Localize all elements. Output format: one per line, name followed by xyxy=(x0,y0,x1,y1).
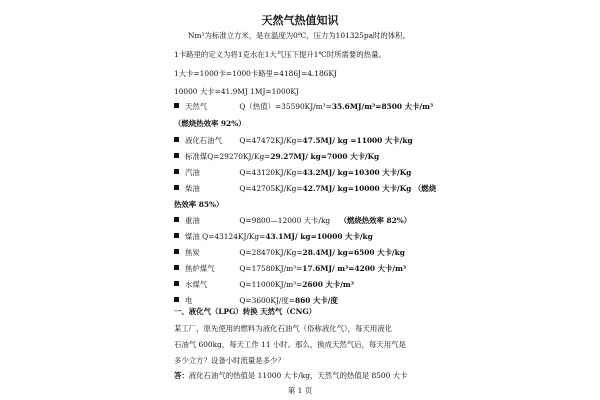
list-item-lpg: 液化石油气 Q=47472KJ/Kg=47.5MJ/ kg =11000 大卡/kg xyxy=(174,136,413,146)
answer-line xyxy=(174,371,407,381)
problem-line-2: 石油气 600kg，每天工作 11 小时。那么，换成天然气后，每天用气是 xyxy=(174,340,406,349)
list-item-natural-gas: 天然气 Q（热值）=35590KJ/m³=35.6MJ/m³=8500 大卡/m³ xyxy=(174,102,433,112)
answer-label: 答： xyxy=(174,371,189,380)
list-item-standard-coal: 标准煤Q=29270KJ/Kg=29.27MJ/ kg=7000 大卡/Kg xyxy=(174,152,379,162)
list-item-electricity: 电 Q=3600KJ/度=860 大卡/度 xyxy=(174,296,338,306)
page-title: 天然气热值知识 xyxy=(261,14,339,27)
list-item-coke-oven-gas: 焦炉煤气 Q=17580KJ/m³=17.6MJ/ m³=4200 大卡/m³ xyxy=(174,264,406,274)
bullet-icon xyxy=(174,169,179,174)
bullet-icon xyxy=(174,297,179,302)
section-heading: 一、液化气（LPG）转换 天然气（CNG） xyxy=(174,307,317,316)
list-item-water-gas: 水煤气 Q=11000KJ/m³=2600 大卡/m³ xyxy=(174,280,354,290)
list-item-diesel: 柴油 Q=42705KJ/Kg=42.7MJ/ kg=10000 大卡/Kg （燃烧 xyxy=(174,184,436,194)
intro-line-4: 10000 大卡=41.9MJ 1MJ=1000KJ xyxy=(174,87,299,96)
bullet-icon xyxy=(174,137,179,142)
bullet-icon xyxy=(174,233,179,238)
natural-gas-efficiency: （燃烧热效率 92%） xyxy=(174,119,246,128)
list-item-coke: 焦炭 Q=28470KJ/Kg=28.4MJ/ kg=6500 大卡/kg xyxy=(174,248,405,258)
intro-line-3: 1大卡=1000卡=1000卡路里=4186J=4.186KJ xyxy=(174,69,337,78)
bullet-icon xyxy=(174,185,179,190)
diesel-efficiency: 热效率 85%） xyxy=(174,200,224,209)
problem-line-3: 多少立方？设备小时流量是多少？ xyxy=(174,356,285,365)
answer-text: 液化石油气的热值是 11000 大卡/kg，天然气的热值是 8500 大卡 xyxy=(188,371,408,380)
bullet-icon xyxy=(174,249,179,254)
intro-line-2: 1卡路里的定义为将1克水在1大气压下提升1℃时所需要的热量。 xyxy=(174,50,386,59)
bullet-icon xyxy=(174,281,179,286)
list-item-kerosene: 煤油 Q=43124KJ/Kg=43.1MJ/ kg=10000 大卡/kg xyxy=(174,232,373,242)
bullet-icon xyxy=(174,265,179,270)
intro-line-1: Nm³为标准立方米，是在温度为0℃，压力为101325pa时的体积。 xyxy=(188,31,410,40)
bullet-icon xyxy=(174,103,179,108)
bullet-icon xyxy=(174,217,179,222)
list-item-gasoline: 汽油 Q=43120KJ/Kg=43.2MJ/ kg=10300 大卡/Kg xyxy=(174,168,411,178)
page-footer: 第 1 页 xyxy=(287,386,313,395)
list-item-heavy-oil: 重油 Q=9800—12000 大卡/kg （燃烧热效率 82%） xyxy=(174,216,411,226)
bullet-icon xyxy=(174,153,179,158)
problem-line-1: 某工厂，原先使用的燃料为液化石油气（俗称液化气），每天用液化 xyxy=(174,324,393,333)
